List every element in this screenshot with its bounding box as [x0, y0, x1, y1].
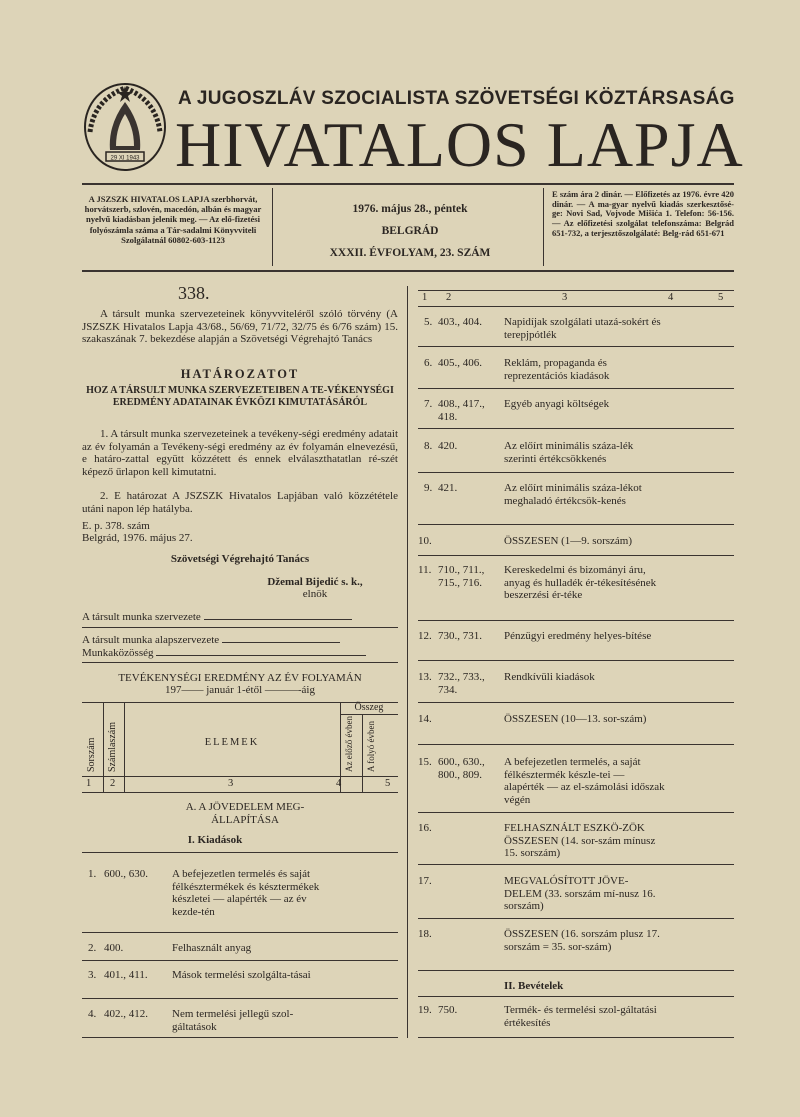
row-account: 421.: [438, 482, 458, 494]
row-number: 8.: [424, 440, 433, 452]
header-divider-left: [272, 188, 273, 266]
basic-org-field: [82, 634, 398, 647]
row-number: 4.: [88, 1008, 97, 1020]
row-account: 710., 711., 715., 716.: [438, 564, 485, 589]
row-number: 5.: [424, 316, 433, 328]
row-number: 15.: [418, 756, 432, 768]
section-ii-heading: II. Bevételek: [504, 980, 564, 992]
masthead-rule: [82, 183, 734, 185]
row-account: 732., 733., 734.: [438, 671, 485, 696]
row-number: 9.: [424, 482, 433, 494]
basic-org-label: A társult munka alapszervezete: [82, 634, 220, 646]
row-account: 401., 411.: [104, 969, 148, 981]
subscription-info-left: A JSZSZK HIVATALOS LAPJA szerbhorvát, horvátszerb, szlovén, macedón, albán és magyar nyelvű kiadásban jelenik meg. — Az elő-fizetési folyószámla száma a Tár-sadalmi Könyvviteli Szolgálatnál 60802-603-1123: [84, 194, 262, 245]
row-number: 10.: [418, 535, 432, 547]
row-label: Termék- és termelési szol-gáltatási értékesítés: [504, 1004, 657, 1029]
row-number: 13.: [418, 671, 432, 683]
row-label: Az előírt minimális száza-lékot meghaladó értékcsök-kenés: [504, 482, 642, 507]
org-field: [82, 611, 398, 624]
row-account: 400.: [104, 942, 124, 954]
row-account: 402., 412.: [104, 1008, 148, 1020]
row-label: Reklám, propaganda és reprezentációs kiadások: [504, 357, 610, 382]
row-number: 6.: [424, 357, 433, 369]
decree-paragraph-2: 2. E határozat A JSZSZK Hivatalos Lapjában való közzététele utáni napon lép hatályba.: [82, 490, 398, 515]
col-number-3: 3: [562, 292, 568, 303]
col-number-1: 1: [422, 292, 428, 303]
header-current-year: A folyó évben: [366, 721, 376, 772]
issue-city: BELGRÁD: [381, 225, 439, 237]
row-number: 19.: [418, 1004, 432, 1016]
issue-date: 1976. május 28., péntek: [352, 203, 468, 215]
header-bottom-rule: [82, 270, 734, 272]
signer-role: elnök: [302, 588, 328, 600]
newspaper-title: HIVATALOS LAPJA: [175, 109, 744, 180]
decree-place-date: Belgrád, 1976. május 27.: [82, 532, 193, 544]
form-title: TEVÉKENYSÉGI EREDMÉNY AZ ÉV FOLYAMÁN: [118, 672, 362, 684]
header-account: Számlaszám: [107, 722, 118, 772]
decree-preamble: A társult munka szervezeteinek könyvviteléről szóló törvény (A JSZSZK Hivatalos Lapja 43/68., 56/69, 71/72, 32/75 és 6/76 szám) 15. szakaszának 7. bekezdése alapján a Szövetségi Végrehajtó Tanács: [82, 308, 398, 345]
row-label: Rendkívüli kiadások: [504, 671, 595, 683]
row-number: 17.: [418, 875, 432, 887]
row-label: Pénzügyi eredmény helyes-bítése: [504, 630, 652, 642]
community-field: [82, 647, 398, 660]
row-label: Kereskedelmi és bizományi áru, anyag és hulladék ér-tékesítésének beszerzési ér-téke: [504, 564, 657, 601]
row-number: 2.: [88, 942, 97, 954]
row-number: 12.: [418, 630, 432, 642]
row-account: 403., 404.: [438, 316, 482, 328]
row-number: 14.: [418, 713, 432, 725]
row-label: FELHASZNÁLT ESZKÖ-ZÖK ÖSSZESEN (14. sor-szám mínusz 15. sorszám): [504, 822, 656, 859]
section-a-heading: A. A JÖVEDELEM MEG-ÁLLAPÍTÁSA: [185, 801, 305, 826]
col-number-4: 4: [336, 778, 342, 789]
coat-of-arms-emblem: [82, 80, 168, 172]
decree-subheading: HOZ A TÁRSULT MUNKA SZERVEZETEIBEN A TE-VÉKENYSÉGI EREDMÉNY ADATAINAK ÉVKÖZI KIMUTATÁSÁRÓL: [86, 385, 394, 408]
decree-paragraph-1: 1. A társult munka szervezeteinek a tevékeny-ségi eredmény adatait az év folyamán a Tevékeny-ségi eredmény az év folyamán elnevezésű, e határo-zattal együtt közzétett és ennek elválaszthatatlan ré-szét képező űrlapon kell kimutatni.: [82, 428, 398, 478]
row-label: Nem termelési jellegű szol-gáltatások: [172, 1008, 294, 1033]
org-label: A társult munka szervezete: [82, 611, 201, 623]
col-number-2: 2: [110, 778, 116, 789]
issue-info: [290, 198, 530, 264]
row-number: 11.: [418, 564, 432, 576]
row-number: 1.: [88, 868, 97, 880]
col-number-4: 4: [668, 292, 674, 303]
row-account: 750.: [438, 1004, 458, 1016]
header-elements: ELEMEK: [204, 737, 260, 748]
header-amount: Összeg: [354, 702, 384, 713]
subscription-info-right: E szám ára 2 dinár. — Előfizetés az 1976. évre 420 dinár. — A ma-gyar nyelvű kiadás szerkesztősé-ge: Novi Sad, Vojvode Mišića 1. Telefon: 56-156. — Az előfizetési szolgálat telefonszáma: Belgrád 651-732, a terjesztőszolgálaté: Belg-rád 651-671: [552, 189, 734, 238]
row-label: ÖSSZESEN (10—13. sor-szám): [504, 713, 647, 725]
row-account: 730., 731.: [438, 630, 482, 642]
row-number: 16.: [418, 822, 432, 834]
row-label: A befejezetlen termelés és saját félkésztermékek és késztermékek készletei — alapérték — az év kezde-tén: [172, 868, 320, 918]
row-label: Az előírt minimális száza-lék szerinti értékcsökkenés: [504, 440, 634, 465]
section-i-heading: I. Kiadások: [187, 834, 243, 846]
row-account: 600., 630., 800., 809.: [438, 756, 485, 781]
signer-name: Džemal Bijedić s. k.,: [267, 576, 363, 588]
decree-number: 338.: [178, 283, 210, 303]
row-label: Felhasznált anyag: [172, 942, 252, 954]
col-number-2: 2: [446, 292, 452, 303]
row-label: ÖSSZESEN (16. sorszám plusz 17. sorszám = 35. sor-szám): [504, 928, 660, 953]
decree-heading: HATÁROZATOT: [180, 367, 300, 381]
row-number: 18.: [418, 928, 432, 940]
col-number-3: 3: [228, 778, 234, 789]
row-account: 600., 630.: [104, 868, 148, 880]
row-number: 7.: [424, 398, 433, 410]
row-label: MEGVALÓSÍTOTT JÖVE-DELEM (33. sorszám mí-nusz 16. sorszám): [504, 875, 656, 912]
col-number-1: 1: [86, 778, 92, 789]
council-name: Szövetségi Végrehajtó Tanács: [170, 553, 310, 565]
emblem-date-text: 29 XI 1943: [110, 155, 140, 162]
col-number-5: 5: [385, 778, 391, 789]
community-label: Munkaközösség: [82, 647, 154, 659]
republic-name: A JUGOSZLÁV SZOCIALISTA SZÖVETSÉGI KÖZTÁRSASÁG: [178, 88, 735, 109]
col-number-5: 5: [718, 292, 724, 303]
row-label: A befejezetlen termelés, a saját félkésztermék készle-tei — alapérték — az el-számolási időszak végén: [504, 756, 665, 806]
row-account: 408., 417., 418.: [438, 398, 485, 423]
decree-reference: E. p. 378. szám: [82, 520, 150, 532]
row-label: Egyéb anyagi költségek: [504, 398, 610, 410]
form-period: 197—— január 1-étől ———-áig: [165, 684, 315, 696]
column-divider: [407, 286, 408, 1038]
row-label: Napidíjak szolgálati utazá-sokért és terepjpótlék: [504, 316, 661, 341]
row-account: 420.: [438, 440, 458, 452]
row-label: Mások termelési szolgálta-tásai: [172, 969, 311, 981]
header-previous-year: Az előző évben: [344, 716, 354, 772]
row-account: 405., 406.: [438, 357, 482, 369]
header-serial: Sorszám: [86, 737, 97, 772]
header-divider-right: [543, 188, 544, 266]
issue-volume: XXXII. ÉVFOLYAM, 23. SZÁM: [329, 247, 491, 259]
row-number: 3.: [88, 969, 97, 981]
row-label: ÖSSZESEN (1—9. sorszám): [504, 535, 633, 547]
